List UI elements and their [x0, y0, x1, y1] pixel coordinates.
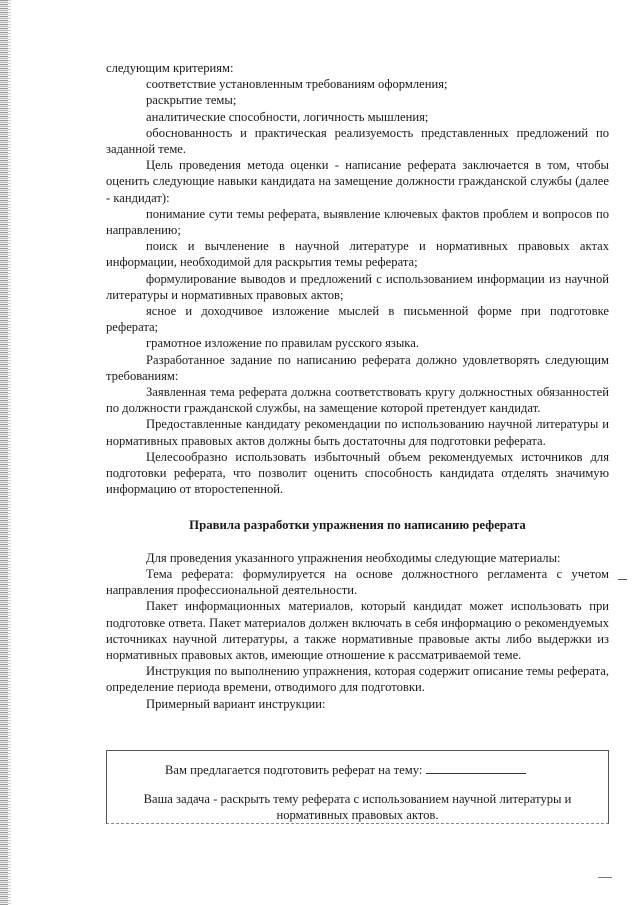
- paragraph: раскрытие темы;: [146, 93, 237, 108]
- paragraph: Разработанное задание по написанию реферата должно удовлетворять следующим требованиям:: [106, 352, 609, 383]
- paragraph: поиск и вычленение в научной литературе и нормативных правовых актах информации, необходимой для раскрытия темы реферата;: [106, 239, 609, 270]
- paragraph: понимание сути темы реферата, выявление ключевых фактов проблем и вопросов по направлению;: [106, 206, 609, 238]
- scan-edge-shadow-inner: [8, 0, 11, 905]
- margin-dash-mark: [618, 579, 627, 580]
- instruction-box: [106, 750, 609, 824]
- paragraph: Инструкция по выполнению упражнения, которая содержит описание темы реферата, определение периода времени, отводимого для подготовки.: [106, 664, 609, 695]
- paragraph: Для проведения указанного упражнения необходимы следующие материалы:: [146, 550, 561, 565]
- top-section: [106, 60, 609, 497]
- paragraph: соответствие установленным требованиям оформления;: [146, 77, 448, 92]
- blank-line: [426, 761, 526, 774]
- instruction-line-task: Ваша задача - раскрыть тему реферата с использованием научной литературы и нормативных правовых актов.: [143, 792, 572, 823]
- bottom-section: [106, 550, 609, 712]
- paragraph: Цель проведения метода оценки - написание реферата заключается в том, чтобы оценить следующие навыки кандидата на замещение должности гражданской службы (далее - кандидат):: [106, 158, 609, 205]
- corner-mark: [598, 877, 612, 878]
- paragraph: Пакет информационных материалов, который кандидат может использовать при подготовке ответа. Пакет материалов должен включать в себя информацию о рекомендуемых источниках научной литературы, а также нормативные правовые акты либо выдержки из нормативных правовых актов, имеющие отношение к рассматриваемой теме.: [106, 599, 609, 662]
- instruction-topic-text: Вам предлагается подготовить реферат на тему:: [165, 763, 423, 777]
- paragraph: аналитические способности, логичность мышления;: [146, 109, 429, 124]
- paragraph: Целесообразно использовать избыточный объем рекомендуемых источников для подготовки реферата, что позволит оценить способность кандидата отделять значимую информацию от второстепенной.: [106, 449, 609, 497]
- scan-edge-shadow: [0, 0, 8, 905]
- paragraph: следующим критериям:: [106, 61, 234, 75]
- instruction-line-topic: [165, 761, 526, 778]
- document-page: [106, 60, 609, 712]
- paragraph: Заявленная тема реферата должна соответствовать кругу должностных обязанностей по должности гражданской службы, на замещение которой претендует кандидат.: [106, 385, 609, 416]
- paragraph: ясное и доходчивое изложение мыслей в письменной форме при подготовке реферата;: [106, 304, 609, 335]
- paragraph: Предоставленные кандидату рекомендации по использованию научной литературы и нормативных правовых актов должны быть достаточны для подготовки реферата.: [106, 417, 609, 448]
- paragraph: Примерный вариант инструкции:: [146, 696, 326, 711]
- paragraph: Тема реферата: формулируется на основе должностного регламента с учетом направления профессиональной деятельности.: [106, 566, 609, 598]
- paragraph: обоснованность и практическая реализуемость представленных предложений по заданной теме.: [106, 125, 609, 157]
- paragraph: грамотное изложение по правилам русского языка.: [146, 336, 419, 351]
- paragraph: формулирование выводов и предложений с использованием информации из научной литературы и нормативных правовых актов;: [106, 271, 609, 302]
- section-heading: Правила разработки упражнения по написанию реферата: [189, 518, 526, 533]
